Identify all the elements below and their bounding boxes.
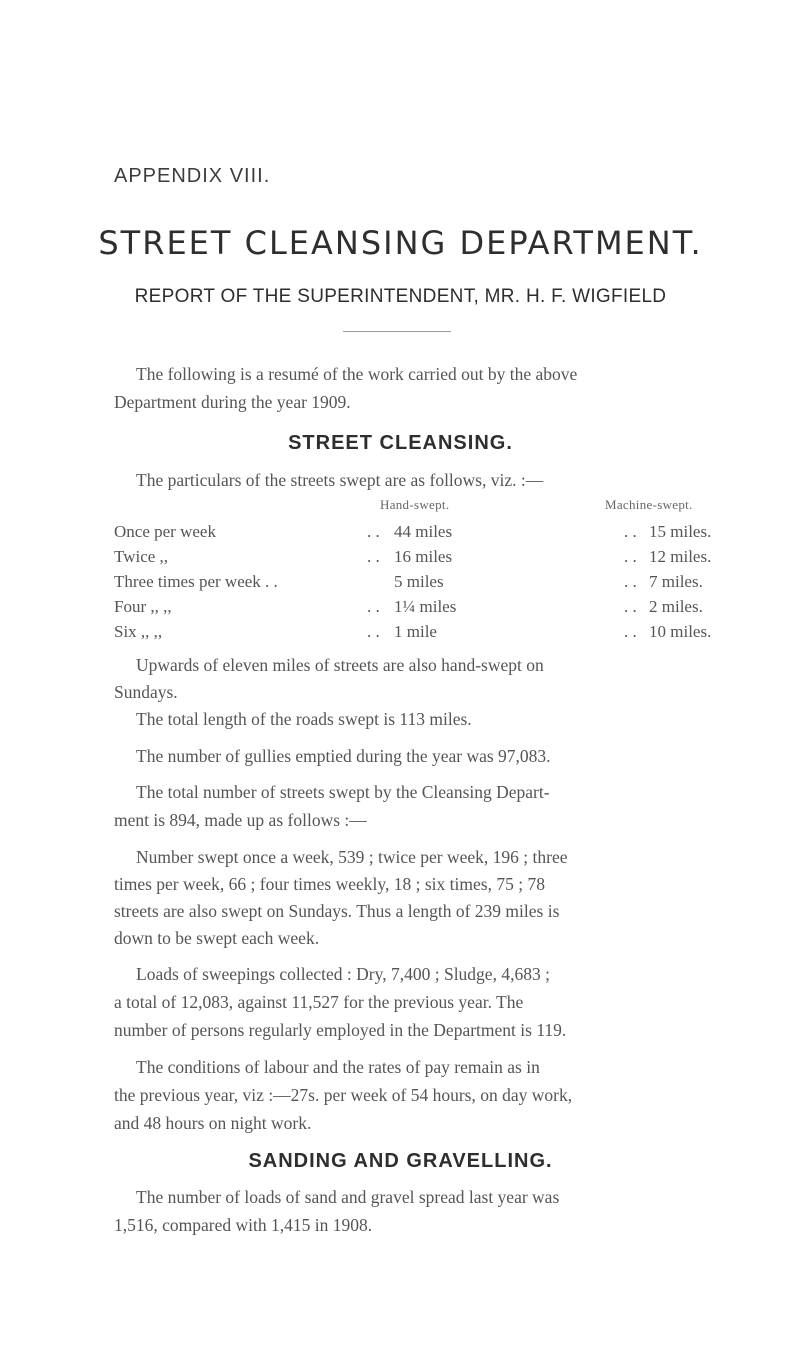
hand-swept-value: 16 miles (394, 547, 453, 566)
loads-line-1: Loads of sweepings collected : Dry, 7,400 ; Sludge, 4,683 ; (136, 964, 550, 984)
sanding-gravelling-heading: SANDING AND GRAVELLING. (248, 1150, 553, 1172)
conditions-line-3: and 48 hours on night work. (114, 1113, 312, 1133)
leader-dots: . . (624, 572, 637, 591)
sweeping-table-row (114, 572, 714, 596)
sweeping-table-row (114, 597, 714, 621)
hand-swept-value: 5 miles (394, 572, 444, 591)
upwards-line-2: Sundays. (114, 682, 178, 702)
department-title: STREET CLEANSING DEPARTMENT. (98, 224, 703, 262)
hand-swept-value: 1¼ miles (394, 597, 457, 616)
intro-line-2: Department during the year 1909. (114, 392, 351, 412)
machine-swept-value: 7 miles. (649, 572, 703, 591)
gullies-line: The number of gullies emptied during the year was 97,083. (136, 746, 551, 766)
streets-line-1: The total number of streets swept by the Cleansing Depart- (136, 782, 550, 802)
leader-dots: . . (624, 522, 637, 541)
appendix-label: APPENDIX VIII. (114, 165, 271, 187)
leader-dots: . . (624, 597, 637, 616)
sweeping-table-row (114, 522, 714, 546)
row-frequency: Four ,, ,, (114, 597, 172, 616)
upwards-line-1: Upwards of eleven miles of streets are also hand-swept on (136, 655, 544, 675)
hand-swept-value: 44 miles (394, 522, 453, 541)
leader-dots: . . (367, 622, 380, 641)
sweeping-table-row (114, 622, 714, 646)
sanding-line-1: The number of loads of sand and gravel spread last year was (136, 1187, 560, 1207)
machine-swept-value: 2 miles. (649, 597, 703, 616)
total-length-line: The total length of the roads swept is 113 miles. (136, 709, 472, 729)
row-frequency: Six ,, ,, (114, 622, 163, 641)
divider-rule (343, 331, 451, 332)
leader-dots: . . (624, 547, 637, 566)
row-frequency: Once per week (114, 522, 216, 541)
conditions-line-1: The conditions of labour and the rates of pay remain as in (136, 1057, 540, 1077)
number-line-3: streets are also swept on Sundays. Thus a length of 239 miles is (114, 901, 560, 921)
number-line-1: Number swept once a week, 539 ; twice per week, 196 ; three (136, 847, 568, 867)
street-cleansing-heading: STREET CLEANSING. (288, 432, 513, 454)
sweeping-table-row (114, 547, 714, 571)
conditions-line-2: the previous year, viz :—27s. per week of 54 hours, on day work, (114, 1085, 573, 1105)
leader-dots: . . (367, 547, 380, 566)
row-frequency: Three times per week . . (114, 572, 278, 591)
machine-swept-column-header: Machine-swept. (605, 497, 693, 512)
particulars-line: The particulars of the streets swept are as follows, viz. :— (136, 470, 544, 490)
number-line-2: times per week, 66 ; four times weekly, 18 ; six times, 75 ; 78 (114, 874, 545, 894)
sanding-line-2: 1,516, compared with 1,415 in 1908. (114, 1215, 373, 1235)
hand-swept-value: 1 mile (394, 622, 437, 641)
loads-line-2: a total of 12,083, against 11,527 for the previous year. The (114, 992, 524, 1012)
hand-swept-column-header: Hand-swept. (380, 497, 450, 512)
leader-dots: . . (367, 597, 380, 616)
machine-swept-value: 10 miles. (649, 622, 712, 641)
machine-swept-value: 15 miles. (649, 522, 712, 541)
machine-swept-value: 12 miles. (649, 547, 712, 566)
streets-line-2: ment is 894, made up as follows :— (114, 810, 367, 830)
report-heading: REPORT OF THE SUPERINTENDENT, MR. H. F. WIGFIELD (134, 286, 667, 307)
loads-line-3: number of persons regularly employed in the Department is 119. (114, 1020, 567, 1040)
intro-line-1: The following is a resumé of the work carried out by the above (136, 364, 578, 384)
leader-dots: . . (624, 622, 637, 641)
row-frequency: Twice ,, (114, 547, 169, 566)
leader-dots: . . (367, 522, 380, 541)
number-line-4: down to be swept each week. (114, 928, 320, 948)
